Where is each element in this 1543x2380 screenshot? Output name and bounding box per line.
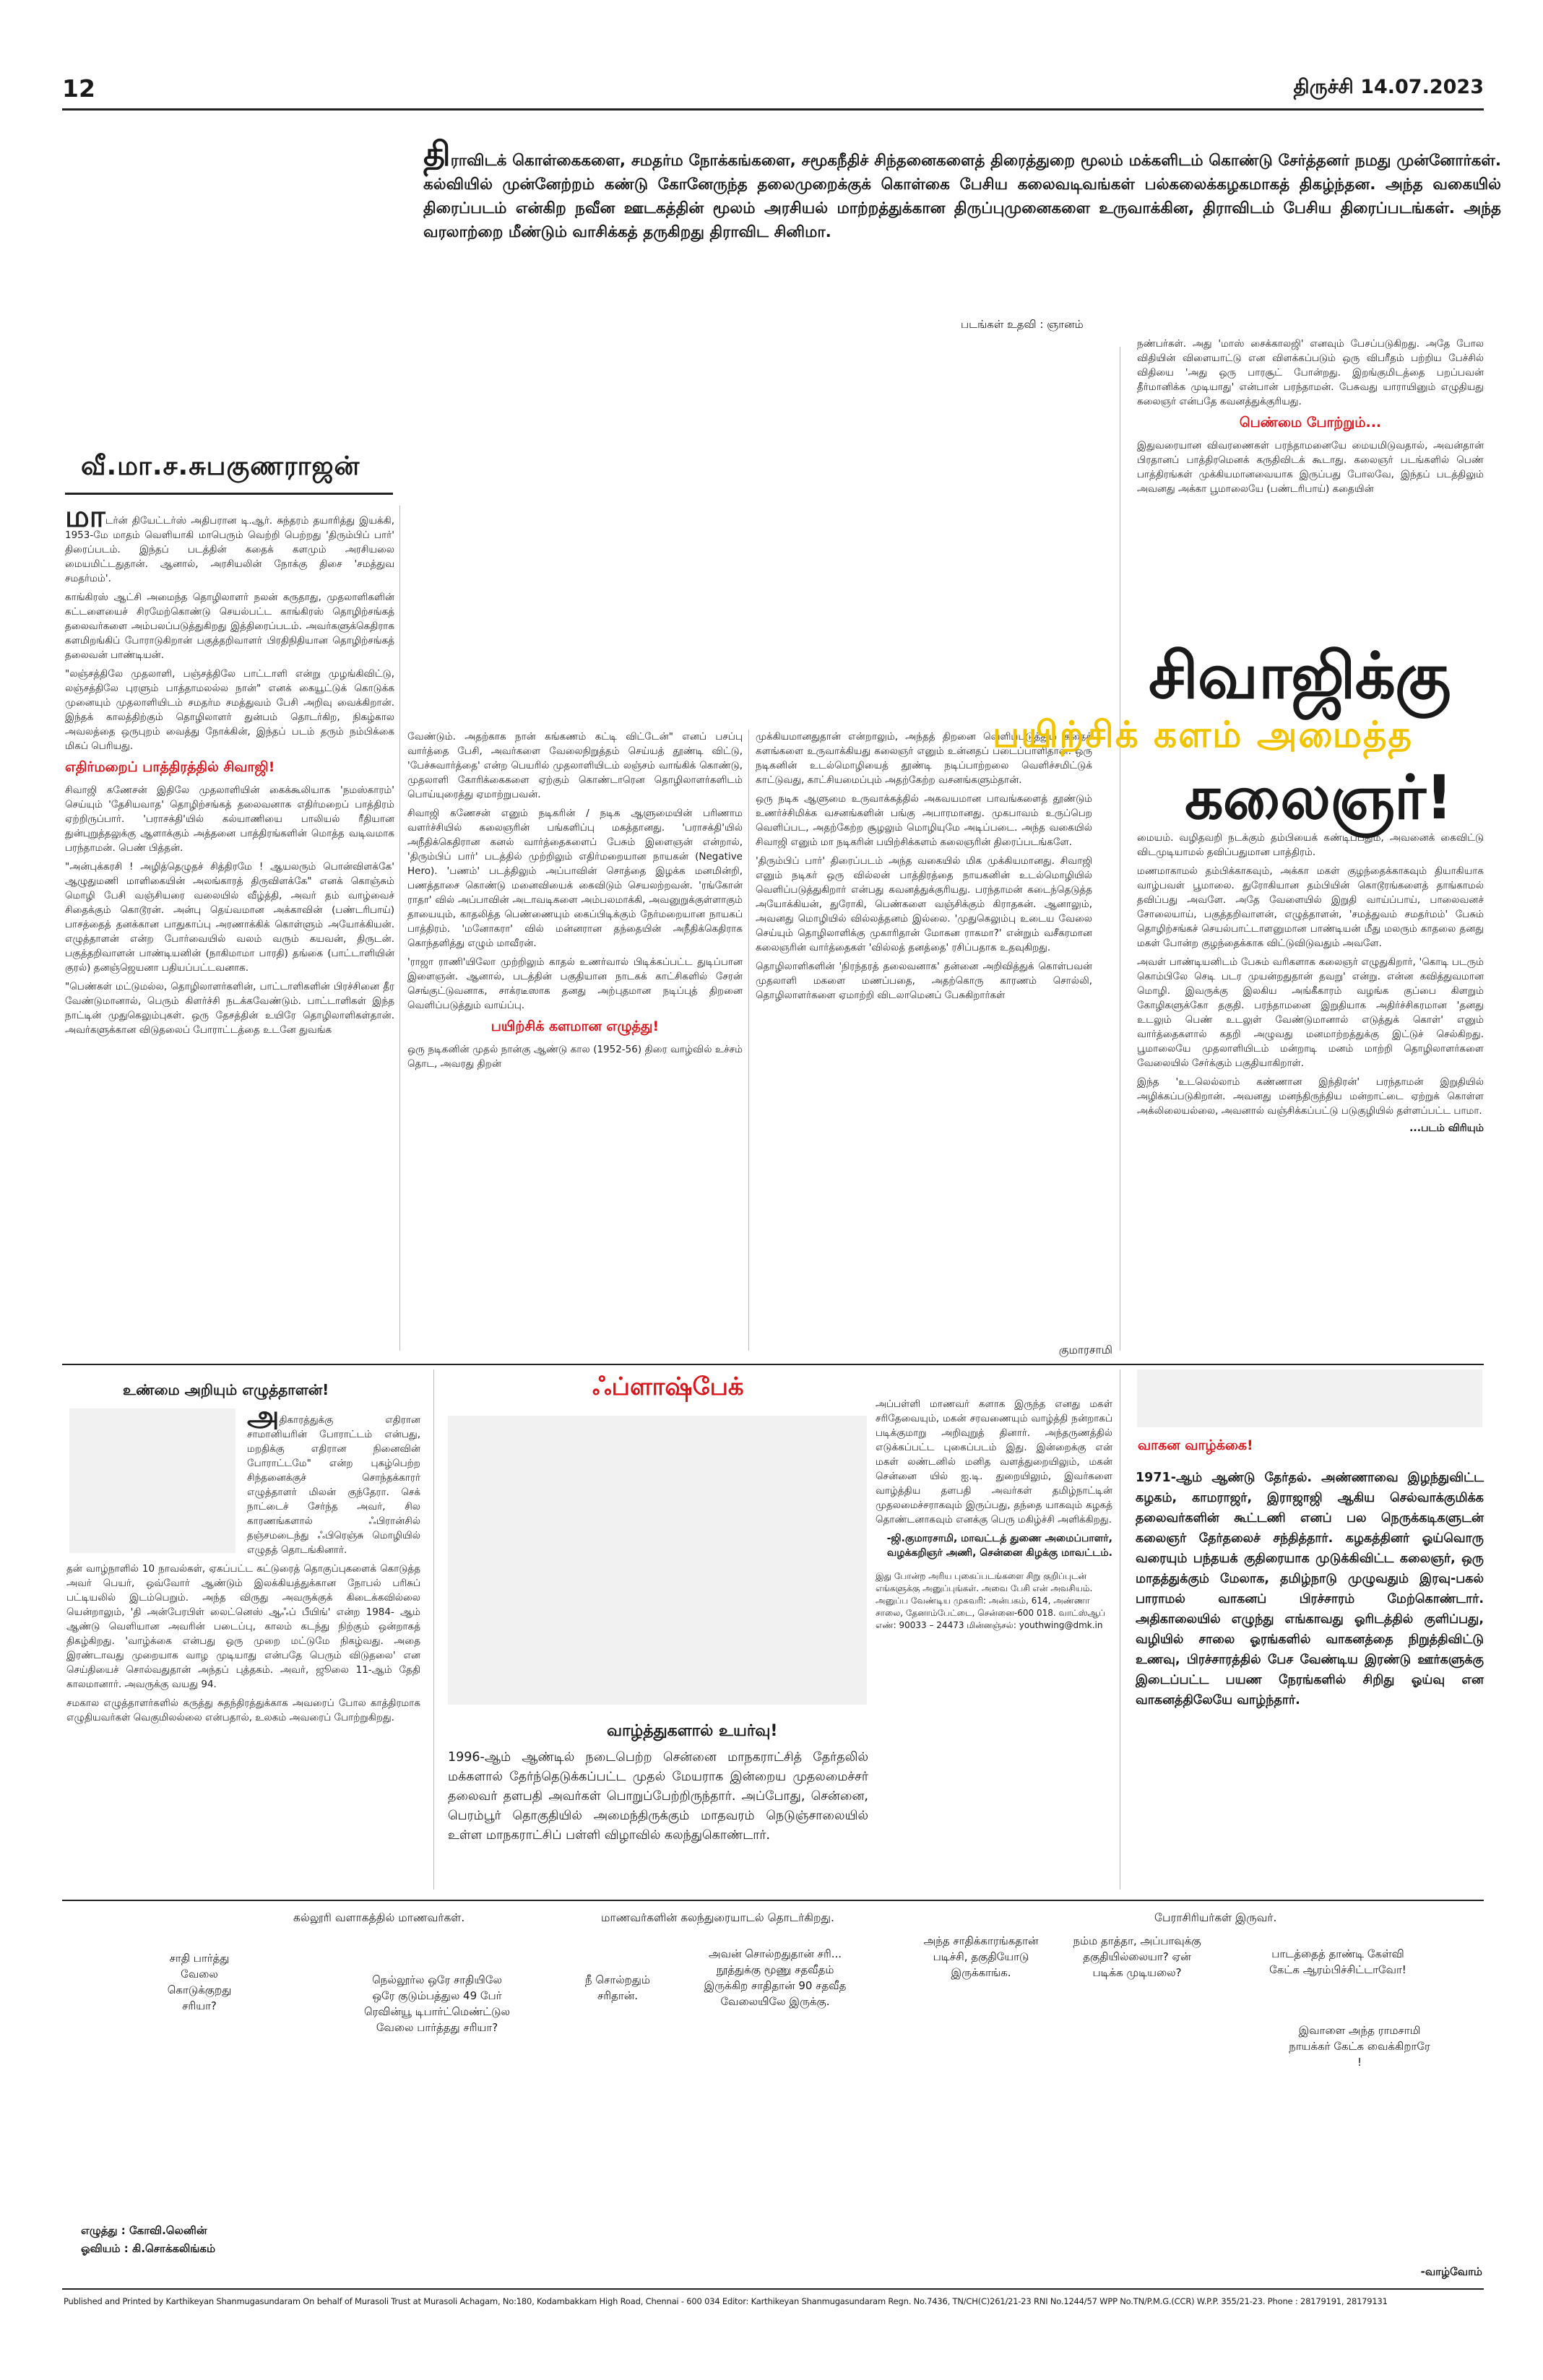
col1-paragraph: "பெண்கள் மட்டுமல்ல, தொழிலாளர்களின், பாட்டாளிகளின் பிரச்சினை தீர வேண்டுமானால், பெரும் கிளர்ச்சி நடக்கவேண்டும். பாட்டாளிகள் இந்த நாட்டின் முதுகெலும்புகள். ஒரு தேசத்தின் உயிரே தொழிலாளிகள்தான். அவர்களுக்கான விடுதலைப் போராட்டத்தை உடனே துவங்க <box>65 981 394 1036</box>
col4-paragraph: மையம். வழிதவறி நடக்கும் தம்பியைக் கண்டிப்பதும், அவனைக் கைவிட்டு விடமுடியாமல் தவிப்பதுமான பாத்திரம். <box>1137 832 1484 858</box>
col3-paragraph: ஒரு நடிக ஆளுமை உருவாக்கத்தில் அகவயமான பாவங்களைத் தூண்டும் உணர்ச்சிமிக்க வசனங்களின் பங்கு அபாரமானது. முகபாவம் உருப்பெற வெளிப்பட, அதற்கேற்ற சூழலும் மொழியுமே அடிப்படை. அந்த வகையில் சிவாஜி எனும் மா நடிகரின் பயிற்சிக்களம் கலைஞரின் திரைப்படங்களே. <box>756 793 1092 848</box>
intro-dropcap: தி <box>423 134 451 173</box>
column-divider <box>399 506 400 1351</box>
col1-paragraph: மாடர்ன் தியேட்டர்ஸ் அதிபரான டி.ஆர். சுந்தரம் தயாரித்து இயக்கி, 1953-மே மாதம் வெளியாகி மாபெரும் வெற்றி பெற்றது 'திரும்பிப் பார்' திரைப்படம். இந்தப் படத்தின் கதைக் களமும் அரசியலை மையமிட்டதுதான். ஆனால், அரசியலின் நோக்கு திசை 'சமத்துவ சமதர்மம்'. <box>65 498 394 584</box>
strip-speech-bubble: அவன் சொல்றதுதான் சரி... நூத்துக்கு மூணு சதவீதம் இருக்கிற சாதிதான் 90 சதவீத வேலையிலே இருக்கு. <box>704 1947 847 2008</box>
section-rule <box>62 1900 1484 1901</box>
col4-paragraph: இதுவரையான விவரணைகள் பரந்தாமனையே மையமிடுவதால், அவன்தான் பிரதானப் பாத்திரமெனக் கருதிவிடக் கூடாது. கலைஞர் படங்களில் பெண் பாத்திரங்கள் முக்கியமானவையாக இருப்பது போலவே, இந்தப் படத்திலும் அவனது அக்கா பூமாலையே (பண்டரிபாய்) கதையின் <box>1137 440 1484 495</box>
page-number: 12 <box>62 74 95 103</box>
strip-panel-label-2: மாணவர்களின் கலந்துரையாடல் தொடர்கிறது. <box>601 1911 834 1924</box>
col2-paragraph: சிவாஜி கணேசன் எனும் நடிகரின் / நடிக ஆளுமையின் பரிணாம வளர்ச்சியில் கலைஞரின் பங்களிப்பு மகத்தானது. 'பராசக்தி'யில் அநீதிக்கெதிரான கனல் வார்த்தைகளைப் பேசும் இளைஞன் என்றால், 'திரும்பிப் பார்' படத்தில் முற்றிலும் எதிர்மறையான நாயகன் (Negative Hero). 'பணம்' படத்திலும் அப்பாவின் சொத்தை இழக்க மனமின்றி, பணத்தாசை கொண்டு மனைவியைக் கைவிடும் செயலற்றவன். 'ரங்கோன் ராதா' வில் அப்பாவின் அடாவடிகளை அம்பலமாக்கி, அவனுறுக்குள்ளாகும் தாயையும், காதலித்த பெண்ணையும் கைப்பிடிக்கும் நேர்மறையான நாயகப் பாத்திரம். 'மனோகரா' வில் மன்னரான தந்தையின் அநீதிக்கெதிராக கொந்தளித்து எழும் மாவீரன். <box>407 808 743 949</box>
col1-dropcap: மா <box>65 498 105 534</box>
strip-speech-bubble: சாதி பார்த்து வேலை கொடுக்குறது சரியா? <box>167 1952 232 2012</box>
flashback-photo-placeholder <box>448 1416 867 1705</box>
flashback-paragraph: அப்பள்ளி மாணவர் களாக இருந்த எனது மகள் சரிதேவையும், மகன் சரவணையும் வாழ்த்தி நன்றாகப் படிக்குமாறு அறிவுறுத் தினார். அந்தருணத்தில் எடுக்கப்பட்ட புகைப்படம் இது. இன்றைக்கு என் மகள் லண்டனில் மனித வளத்துறையிலும், மகன் சென்னை யில் ஐ.டி. துறையிலும், இவர்களை வாழ்த்திய தளபதி அவர்கள் தமிழ்நாட்டின் முதலமைச்சராகவும் இருப்பது, தந்தை யாகவும் கழகத் தொண்டனாகவும் எனக்கு பெரு மகிழ்ச்சி அளிக்கிறது. <box>876 1398 1112 1526</box>
col1-paragraph: "அன்புக்கரசி ! அழித்தெழுதச் சித்திரமே ! ஆயலரும் பொன்விளக்கே' ஆழுதுமணி மாளிகையின் அலங்காரத் திருவிளக்கே" எனக் கொஞ்சும் மொழி பேசி வஞ்சியரை வலையில் வீழ்த்தி, அவர் தம் வாழ்வைச் சிதைக்கும் கொடூரன். அன்பு தெய்வமான அக்காவின் (பண்டரிபாய்) பாசத்தைத் தனக்கான பாதுகாப்பு அரணாக்கிக் கொள்ளும் அயோக்கியன். எழுத்தாளன் என்ற போர்வையில் வலம் வரும் கயவன், திருடன். பகுத்தறிவாளன் பாண்டியனின் (நாகிமாமா பாரதி) தங்கை (பாட்டாளியின் குரல்) தனஞ்ஜெயனா பதியப்பட்டவனாக. <box>65 861 394 974</box>
strip-speech-bubble: அந்த சாதிக்காரங்கதான் படிச்சி, தகுதியோடு இருக்காங்க. <box>923 1934 1039 1979</box>
vahana-title: வாகன வாழ்க்கை! <box>1138 1437 1253 1453</box>
author-name: வீ.மா.ச.சுபகுணராஜன் <box>81 451 360 481</box>
col2-paragraph: ஒரு நடிகனின் முதல் நான்கு ஆண்டு கால (1952-56) திரை வாழ்வில் உச்சம் தொட, அவரது திறன் <box>407 1044 743 1070</box>
article-column-4-top <box>1137 337 1484 501</box>
col2-subheading: பயிற்சிக் களமான எழுத்து! <box>490 1018 660 1034</box>
unmai-dropcap: அ <box>247 1400 280 1433</box>
unmai-paragraph: சமகால எழுத்தாளர்களில் கருத்து சுதந்திரத்துக்காக அவரைப் போல காத்திரமாக எழுதியவர்கள் வெகுமிலல்லை என்பதால், உலகம் அவரைப் போற்றுகிறது. <box>66 1697 420 1723</box>
unmai-paragraph: தன் வாழ்நாளில் 10 நாவல்கள், ஏகப்பட்ட கட்டுரைத் தொகுப்புகளைக் கொடுத்த அவர் பெயர், ஒவ்வோர் ஆண்டும் இலக்கியத்துக்கான நோபல் பரிசுப் பட்டியலில் இடம்பெறும். அந்த விருது அவருக்குக் கிடைக்கவில்லை யென்றாலும், 'தி அன்பேரபிள் லைட்னெஸ் ஆஃப் பீயிங்' என்ற 1984- ஆம் ஆண்டு வெளியான அவரின் படைப்பு, காலம் கடந்து நிற்கும் ஒன்றாகத் திகழ்கிறது. 'வாழ்க்கை என்பது ஒரு முறை மட்டுமே நிகழ்வது. அதை இரண்டாவது முறையாக வாழ முடியாது என்பதே பெரும் விடுதலை' என செய்தியைச் சொல்வதுதான் அந்தப் புத்தகம். அவர், ஜூலை 11-ஆம் தேதி காலமானார். அவருக்கு வயது 94. <box>66 1563 420 1690</box>
strip-speech-bubble: நீ சொல்றதும் சரிதான். <box>585 1973 650 2002</box>
intro-text: ராவிடக் கொள்கைகளை, சமதர்ம நோக்கங்களை, சமூகநீதிச் சிந்தனைகளைத் திரைத்துறை மூலம் மக்களிடம் கொண்டு சேர்த்தனர் நமது முன்னோர்கள். கல்வியில் முன்னேற்றம் கண்டு கோனேருந்த தலைமுறைக்குக் கொள்கை பேசிய கலைவடிவங்கள் பல்கலைக்கழகமாகத் திகழ்ந்தன. அந்த வகையில் திரைப்படம் என்கிற நவீன ஊடகத்தின் மூலம் அரசியல் மாற்றத்துக்கான திருப்புமுனைகளை உருவாக்கின, திராவிடம் பேசிய திரைப்படங்கள். அந்த வரலாற்றை மீண்டும் வாசிக்கத் தருகிறது திராவிட சினிமா. <box>423 152 1501 241</box>
flashback-note: இது போன்ற அரிய புகைப்படங்களை சிறு குறிப்புடன் எங்களுக்கு அனுப்புங்கள். அவை பேசி என் அவசியம். அனுப்ப வேண்டிய முகவரி: அன்பகம், 614, அண்ணா சாலை, தேனாம்பேட்டை, சென்னை-600 018. வாட்ஸ்ஆப் எண்: 90033 – 24473 மின்னஞ்சல்: youthwing@dmk.in <box>876 1571 1105 1630</box>
col4-paragraph: இந்த 'உடலெல்லாம் கண்ணான இந்திரன்' பரந்தாமன் இறுதியில் அழிக்கப்படுகிறான். அவனது மனந்திருந்திய மன்றாட்டை ஏற்றுக் கொள்ள அக்லிலையல்லை, அவனால் வஞ்சிக்கப்பட்டு படுகுழியில் தள்ளப்பட்ட பாமா. <box>1137 1076 1484 1117</box>
flashback-byline: -ஜி.குமாரசாமி, மாவட்டத் துணை அமைப்பாளர், வழக்கறிஞர் அணி, சென்னை கிழக்கு மாவட்டம். <box>886 1533 1112 1559</box>
vazhthu-paragraph: 1996-ஆம் ஆண்டில் நடைபெற்ற சென்னை மாநகராட்சித் தேர்தலில் மக்களால் தேர்ந்தெடுக்கப்பட்ட முதல் மேயராக இன்றைய முதலமைச்சர் தலைவர் தளபதி அவர்கள் பொறுப்பேற்றிருந்தார். அப்போது, சென்னை, பெரம்பூர் தொகுதியில் அமைந்திருக்கும் மாதவரம் நெடுஞ்சாலையில் உள்ள மாநகராட்சிப் பள்ளி விழாவில் கலந்துகொண்டார். <box>448 1750 868 1843</box>
col2-paragraph: வேண்டும். அதற்காக நான் கங்கணம் கட்டி விட்டேன்" எனப் பசப்பு வார்த்தை பேசி, அவர்களை வேலைநிறுத்தம் செய்யத் தூண்டி விட்டு, 'பேச்சுவார்த்தை' என்ற பெயரில் முதலாளியிடம் லஞ்சம் வாங்கிக் கொண்டு, முதலாளி கோரிக்கைகளை ஏற்கும் கொண்டாரென தொழிலாளர்களிடம் பொய்யுரைத்து ஏமாற்றுபவன். <box>407 731 743 800</box>
headline-line-3: கலைஞர்! <box>1185 762 1453 833</box>
col4-paragraph: மணமாகாமல் தம்பிக்காகவும், அக்கா மகள் குழந்தைக்காகவும் தியாகியாக வாழ்பவள் பூமாலை. துரோகியான தம்பியின் கொடூரங்களைத் தாங்காமல் தவிப்பது அவளே. அதே வேளையில் இறுதி வாய்ப்பாய், பாலைவனச் சோலையாய், பகுத்தறிவாளன், எழுத்தாளன், 'சமத்துவம் சமதர்மம்' பேசும் தொழிற்சங்கச் செயல்பாட்டாளனுமான பாண்டியன் மீது மலரும் காதலை தனது மகள் போன்ற குழந்தைக்காக விட்டுவிடுவதும் அவளே. <box>1137 865 1484 949</box>
vahana-paragraph: 1971-ஆம் ஆண்டு தேர்தல். அண்ணாவை இழந்துவிட்ட கழகம், காமராஜர், இராஜாஜி ஆகிய செல்வாக்குமிக்க தலைவர்களின் கூட்டணி எனப் பல நெருக்கடிகளுடன் கலைஞர் தேர்தலைச் சந்தித்தார். கழகத்தினர் ஓய்வொரு வரையும் பந்தயக் குதிரையாக முடுக்கிவிட்ட கலைஞர், ஒரு மாதத்துக்கும் மேலாக, தமிழ்நாடு முழுவதும் இரவு-பகல் பாராமல் வாகனப் பிரச்சாரம் மேற்கொண்டார். அதிகாலையில் எழுந்து எங்காவது ஓரிடத்தில் குளிப்பது, வழியில் சாலை ஓரங்களில் வாகனத்தை நிறுத்திவிட்டு உணவு, பிரச்சாரத்தில் பேச வேண்டிய இரண்டு ஊர்களுக்கு இடைப்பட்ட பயண நேரங்களில் சிறிது ஓய்வு என வாகனத்திலேயே வாழ்ந்தார். <box>1136 1471 1484 1708</box>
article-column-2 <box>407 730 743 1076</box>
column-divider <box>748 730 749 1351</box>
article-column-1 <box>65 498 394 1042</box>
headline-line-1: சிவாஜிக்கு <box>1149 639 1451 713</box>
col3-paragraph: 'திரும்பிப் பார்' திரைப்படம் அந்த வகையில் மிக முக்கியமானது. சிவாஜி எனும் நடிகர் ஒரு வில்லன் பாத்திரத்தை நாயகனின் உடல்மொழியில் வெளிப்படுத்துகிறார் என்பது கவனத்துக்குரியது. பரந்தாமன் கடைந்தெடுத்த அயோக்கியன், துரோகி, பெண்களை வஞ்சிக்கும் கிராதகன். ஆனாலும், அவனது மொழியில் வில்லத்தனம் இல்லை. 'முதுகெலும்பு உடைய வேலை செய்யும் தொழிலாளிக்கு முகாரிதான் மோகன ராகமா?' என்றும் வசீகரமான கலைஞரின் வார்த்தைகள் 'வில்லத் தனத்தை' ரசிப்பதாக உதவுகிறது. <box>756 855 1092 953</box>
col1-subheading: எதிர்மறைப் பாத்திரத்தில் சிவாஜி! <box>65 759 275 775</box>
col1-paragraph: காங்கிரஸ் ஆட்சி அமைந்த தொழிலாளர் நலன் கருதாது, முதலாளிகளின் கட்டளையைச் சிரமேற்கொண்டு செயல்பட்ட காங்கிரஸ் தொழிற்சங்கத் தலைவர்களை அம்பலப்படுத்துகிறது இத்திரைப்படம். அவர்களுக்கெதிராக களமிறங்கிப் போராடுகிறான் பகுத்தறிவாளர் பிரதிநிதியான தொழிற்சங்கத் தலைவன் பாண்டியன். <box>65 592 394 661</box>
flashback-title: ஃப்ளாஷ்பேக் <box>592 1372 744 1401</box>
author-rule <box>65 493 393 495</box>
unmai-title: உண்மை அறியும் எழுத்தாளன்! <box>123 1381 329 1398</box>
intro-paragraph <box>423 134 1501 244</box>
col4-paragraph: நண்பர்கள். அது 'மாஸ் சைக்காலஜி' எனவும் பேசப்படுகிறது. அதே போல விதியின் விளையாட்டு என விளக்கப்படும் ஒரு விபரீதம் பற்றிய பேச்சில் விதியை 'அது ஒரு பாரசூட் போன்றது. இறங்குமிடத்தை பறப்பவன் தீர்மானிக்க முடியாது' என்பான் பரந்தாமன். பேசுவது யாராயினும் எழுதியது கலைஞர் என்பதே கவனத்துக்குரியது. <box>1137 338 1484 407</box>
author-portrait-placeholder <box>69 1408 235 1553</box>
col4-paragraph: அவள் பாண்டியனிடம் பேசும் வரிகளாக கலைஞர் எழுதுகிறார், 'கொடி படரும் கொம்பிலே செடி படர முயன்றதுதான் தவறு' என்று. என்ன கவித்துவமான மொழி. இவருக்கு இலகிய அங்கீகாரம் வழங்க குப்பை கிளறும் கோழிகளுக்கோ தகுதி. பரந்தாமனை இறுதியாக அதிர்ச்சிகரமான 'தனது உடலும் பெண் உடலுள் வேண்டுமானால் எடுத்துக் கொள்' எனும் வார்த்தைகளால் கதறி அழுவது மனமாற்றத்துக்கு இட்டுச் செல்கிறது. பூமாலையே முதலாளியிடம் மன்றாடி மனம் மாற்றி தொழிலாளர்களை வேலையில் சேர்க்கும் பகுதியாகிறாள். <box>1137 956 1484 1069</box>
vazhthu-title: வாழ்த்துகளால் உயர்வு! <box>607 1722 778 1740</box>
col1-paragraph: சிவாஜி கணேசன் இதிலே முதலாளியின் கைக்கூலியாக 'நமஸ்காரம்' செய்யும் 'தேசியவாத' தொழிற்சங்கத் தலைவனாக எதிர்மறைப் பாத்திரம் ஏற்றிருப்பார். 'பராசக்தி'யில் கல்யாணியை பாலியல் ரீதியான துன்புறுத்தலுக்கு ஆளாக்கும் அத்தனை பாத்திரங்களின் மொத்த வடிவமாக பரந்தாமன். பெண் பித்தன். <box>65 784 394 854</box>
header-rule <box>62 108 1484 111</box>
section-rule <box>62 1364 1484 1365</box>
col3-paragraph: முக்கியமானதுதான் என்றாலும், அந்தத் திறனை வெளிப்படுத்தும் கதைக் களங்களை உருவாக்கியது கலைஞர் எனும் உன்னதப் படைப்பாளிதான். ஒரு நடிகனின் உடல்மொழியைத் தூண்டி நடிப்பாற்றலை வெளிச்சமிட்டுக் காட்டுவது, காட்சியமைப்பும் அதற்கேற்ற வசனங்களும்தான். <box>756 731 1092 786</box>
col2-paragraph: 'ராஜா ராணி'யிலோ முற்றிலும் காதல் உணர்வால் பிடிக்கப்பட்ட துடிப்பான இளைஞன். ஆனால், படத்தின் பகுதியான நாடகக் காட்சிகளில் சேரன் செங்குட்டுவனாக, சாக்ரடீஸாக தனது அற்புதமான நடிப்புத் திறனை வெளிப்படுத்தும் வாய்ப்பு. <box>407 956 743 1011</box>
footer-rule <box>62 2288 1484 2290</box>
strip-speech-bubble: பாடத்தைத் தாண்டி கேள்வி கேட்க ஆரம்பிச்சிட்டாவோ! <box>1269 1947 1406 1976</box>
strip-panel-label-1: கல்லூரி வளாகத்தில் மாணவர்கள். <box>293 1911 465 1924</box>
strip-speech-bubble: நெல்லூர்ல ஒரே சாதியிலே ஒரே குடும்பத்துல 49 பேர் ரெவின்யூ டிபார்ட்மெண்ட்டுல வேலை பார்த்தது சரியா? <box>364 1973 510 2034</box>
campaign-photo-placeholder <box>1137 1369 1482 1427</box>
strip-writer-credit: எழுத்து : கோவி.லெனின் <box>81 2224 207 2237</box>
strip-continues: -வாழ்வோம் <box>1420 2265 1482 2278</box>
col1-paragraph: "லஞ்சத்திலே முதலாளி, பஞ்சத்திலே பாட்டாளி என்று முழங்கிவிட்டு, லஞ்சத்திலே புரளும் பாத்தாமலல்ல நான்" எனக் கையூட்டுக் கொடுக்க முனையும் முதலாளியிடம் சமதர்ம சமத்துவம் பேசி அறிவு வைக்கிறான். இந்தக் காலத்திற்கும் தொழிலாளர் துன்பம் தொடர்கிற, நிகழ்கால அவலத்தை ஒருபுறம் வைத்து நோக்கின், இந்தப் படம் தரும் நம்பிக்கை மிகப் பெரியது. <box>65 668 394 752</box>
strip-artist-credit: ஓவியம் : கி.சொக்கலிங்கம் <box>81 2242 216 2255</box>
article-column-3 <box>756 730 1092 1007</box>
col4-subheading: பெண்மை போற்றும்... <box>1239 415 1382 430</box>
strip-speech-bubble: இவாளை அந்த ராமசாமி நாயக்கர் கேட்க வைக்கிறாரே ! <box>1289 2024 1430 2069</box>
edition-date: திருச்சி 14.07.2023 <box>1293 76 1484 98</box>
headline-line-2: பயிற்சிக் களம் அமைத்த <box>993 714 1414 756</box>
article-column-4-bottom <box>1137 831 1484 1135</box>
strip-panel-label-3: பேராசிரியர்கள் இருவர். <box>1154 1911 1277 1924</box>
photo-credit: படங்கள் உதவி : ஞானம் <box>961 318 1084 331</box>
print-imprint: Published and Printed by Karthikeyan Shanmugasundaram On behalf of Murasoli Trust at Murasoli Achagam, No:180, Kodambakkam High Road, Chennai - 600 034 Editor: Karthikeyan Shanmugasundaram Regn. No.7436, TN/CH(C)261/21-23 RNI No.1244/57 WPP No.TN/P.M.G.(CCR) W.P.P. 355/21-23. Phone : 28179191, 28179131 <box>64 2296 1388 2306</box>
unmai-paragraph: அதிகாரத்துக்கு எதிரான சாமானியரின் போராட்டம் என்பது, மறதிக்கு எதிரான நினைவின் போராட்டமே" என்ற புகழ்பெற்ற சிந்தனைக்குச் சொந்தக்காரர் எழுத்தாளர் மிலன் குந்தேரா. செக் நாட்டைச் சேர்ந்த அவர், சில காரணங்களால் ஃபிரான்சில் தஞ்சமடைந்து ஃபிரெஞ்சு மொழியில் எழுதத் தொடங்கினார். <box>247 1400 420 1556</box>
strip-speech-bubble: நம்ம தாத்தா, அப்பாவுக்கு தகுதியில்லையா? ஏன் படிக்க முடியலை? <box>1073 1934 1201 1979</box>
flashback-photo-caption: குமாரசாமி <box>1058 1343 1112 1356</box>
flashback-article <box>876 1343 1112 1632</box>
continued-note: ...படம் விரியும் <box>1409 1122 1484 1134</box>
col3-paragraph: தொழிலாளிகளின் 'நிரந்தரத் தலைவனாக' தன்னை அறிவித்துக் கொள்பவன் முதலாளி மகளை மணப்பதை, அதற்கொரு காரணம் சொல்லி, தொழிலாளர்களை ஏமாற்றி விடலாமெனப் பேசுகிறார்கள் <box>756 961 1092 1001</box>
column-divider <box>433 1369 434 1890</box>
